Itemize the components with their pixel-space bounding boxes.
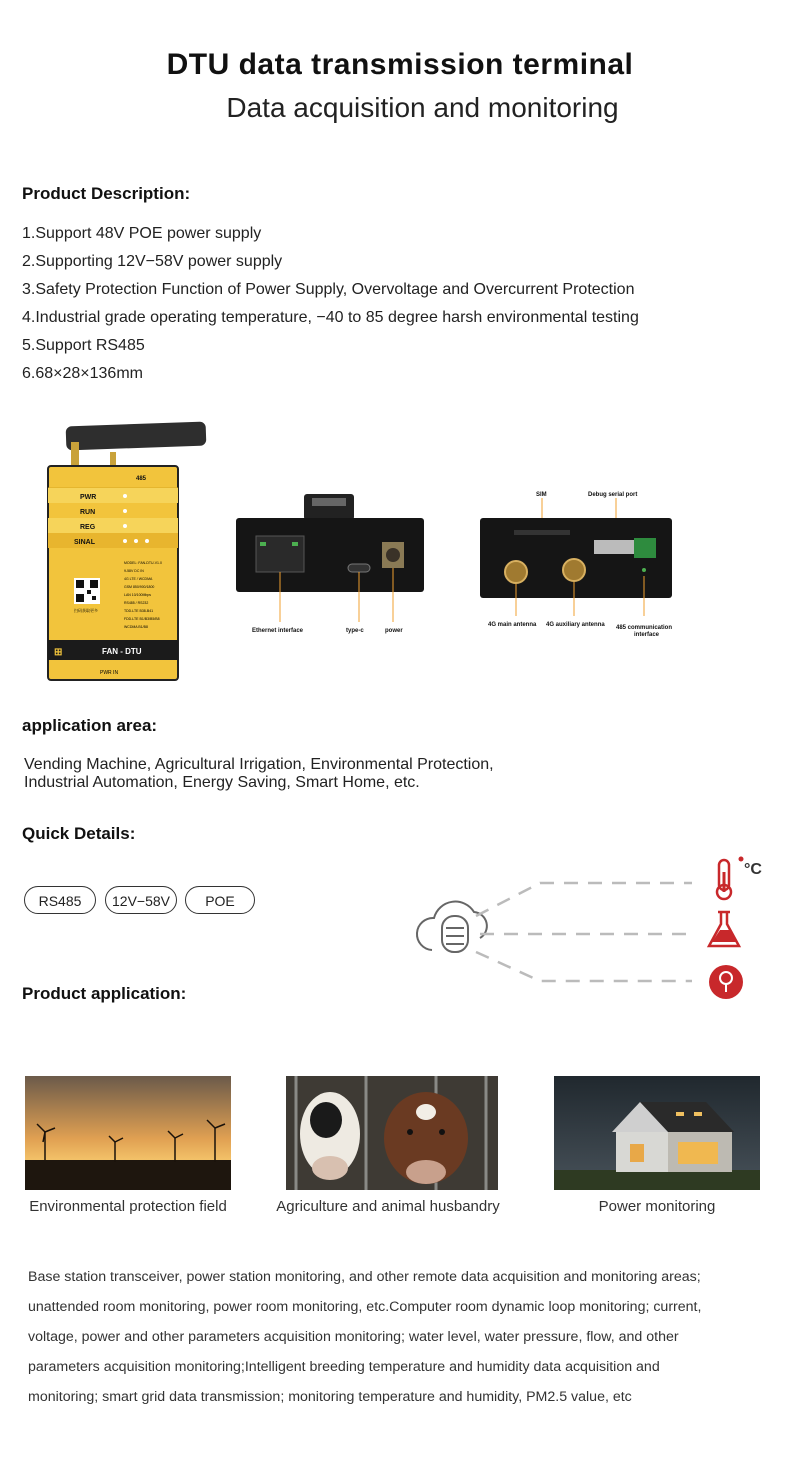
sim-label: SIM: [536, 492, 547, 498]
spec-line: RS485 / RS232: [124, 601, 149, 605]
spec-line: LAN 10/100Mbps: [124, 593, 152, 597]
wind-farm-photo: [25, 1076, 231, 1190]
led-label-pwr: PWR: [80, 494, 97, 501]
device-name: FAN - DTU: [102, 647, 142, 656]
brand-logo-icon: ⊞: [54, 647, 63, 658]
caption-agriculture: Agriculture and animal husbandry: [276, 1198, 500, 1215]
caption-power: Power monitoring: [598, 1198, 716, 1215]
tag-voltage: 12V−58V: [105, 886, 177, 914]
tag-rs485: RS485: [24, 886, 96, 914]
rs485-label: 485 communication: [616, 625, 673, 631]
device-side-a-image: [232, 490, 432, 640]
paragraph-line: monitoring; smart grid data transmission; monitoring temperature and humidity, PM2.5 value, etc: [28, 1389, 632, 1405]
list-item: 6.68×28×136mm: [22, 365, 143, 382]
spec-line: TDD-LTE B38-B41: [124, 609, 154, 613]
sensor-diagram: [410, 850, 770, 1010]
application-area-text: [24, 756, 494, 792]
rs485-label-line2: interface: [634, 632, 660, 638]
qr-code: [74, 578, 100, 604]
spec-line: WCDMA B1/B8: [124, 625, 148, 629]
qr-caption: 扫码获取更多: [74, 608, 98, 613]
spec-line: GSM 850/900/1800: [124, 585, 155, 589]
page-title: DTU data transmission terminal: [166, 48, 634, 81]
paragraph-line: unattended room monitoring, power room monitoring, etc.Computer room dynamic loop monitoring; current,: [28, 1299, 702, 1315]
aux-antenna-label: 4G auxiliary antenna: [546, 622, 605, 628]
description-list: [22, 220, 639, 388]
spec-line: MODEL: FAN-DTU-V1.0: [124, 561, 162, 565]
antenna-icon: [66, 422, 207, 466]
house-photo: [554, 1076, 760, 1190]
power-in-label: PWR IN: [100, 670, 119, 676]
spec-line: 9-58V DC IN: [124, 569, 144, 573]
cows-photo: [286, 1076, 498, 1190]
led-label-sinal: SINAL: [74, 539, 95, 546]
device-side-b-image: [476, 484, 680, 640]
spec-line: FDD-LTE B1/B3/B5/B8: [124, 617, 160, 621]
paragraph-line: Base station transceiver, power station monitoring, and other remote data acquisition and monitoring areas;: [28, 1269, 701, 1285]
typec-label: type-c: [346, 628, 364, 634]
device-front-image: [40, 418, 220, 688]
description-heading: Product Description:: [22, 184, 191, 203]
spec-line: 4G LTE / WCDMA: [124, 577, 153, 581]
debug-port-label: Debug serial port: [588, 492, 638, 498]
thermometer-icon: [717, 857, 744, 900]
application-area-heading: application area:: [22, 716, 158, 735]
application-line: Industrial Automation, Energy Saving, Smart Home, etc.: [24, 774, 420, 791]
list-item: 3.Safety Protection Function of Power Supply, Overvoltage and Overcurrent Protection: [22, 281, 635, 298]
tag-poe: POE: [185, 886, 255, 914]
application-line: Vending Machine, Agricultural Irrigation, Environmental Protection,: [24, 756, 494, 773]
list-item: 5.Support RS485: [22, 337, 145, 354]
list-item: 2.Supporting 12V−58V power supply: [22, 253, 283, 270]
paragraph-line: parameters acquisition monitoring;Intelligent breeding temperature and humidity data acquisition and: [28, 1359, 660, 1375]
list-item: 4.Industrial grade operating temperature, −40 to 85 degree harsh environmental testing: [22, 309, 639, 326]
page-subtitle: Data acquisition and monitoring: [226, 92, 619, 123]
light-bulb-icon: [709, 965, 743, 999]
caption-environmental: Environmental protection field: [29, 1198, 227, 1215]
cloud-icon: [417, 902, 487, 952]
product-application-heading: Product application:: [22, 984, 187, 1003]
temp-unit: °C: [744, 861, 762, 878]
port-485-label: 485: [136, 476, 147, 482]
ethernet-label: Ethernet interface: [252, 628, 304, 634]
power-label: power: [385, 628, 403, 634]
list-item: 1.Support 48V POE power supply: [22, 225, 262, 242]
led-label-reg: REG: [80, 524, 96, 531]
quick-details-heading: Quick Details:: [22, 824, 136, 843]
flask-icon: [709, 912, 739, 946]
paragraph-line: voltage, power and other parameters acquisition monitoring; water level, water pressure, flow, and other: [28, 1329, 679, 1345]
led-label-run: RUN: [80, 509, 96, 516]
application-paragraph: [28, 1262, 768, 1412]
main-antenna-label: 4G main antenna: [488, 622, 537, 628]
